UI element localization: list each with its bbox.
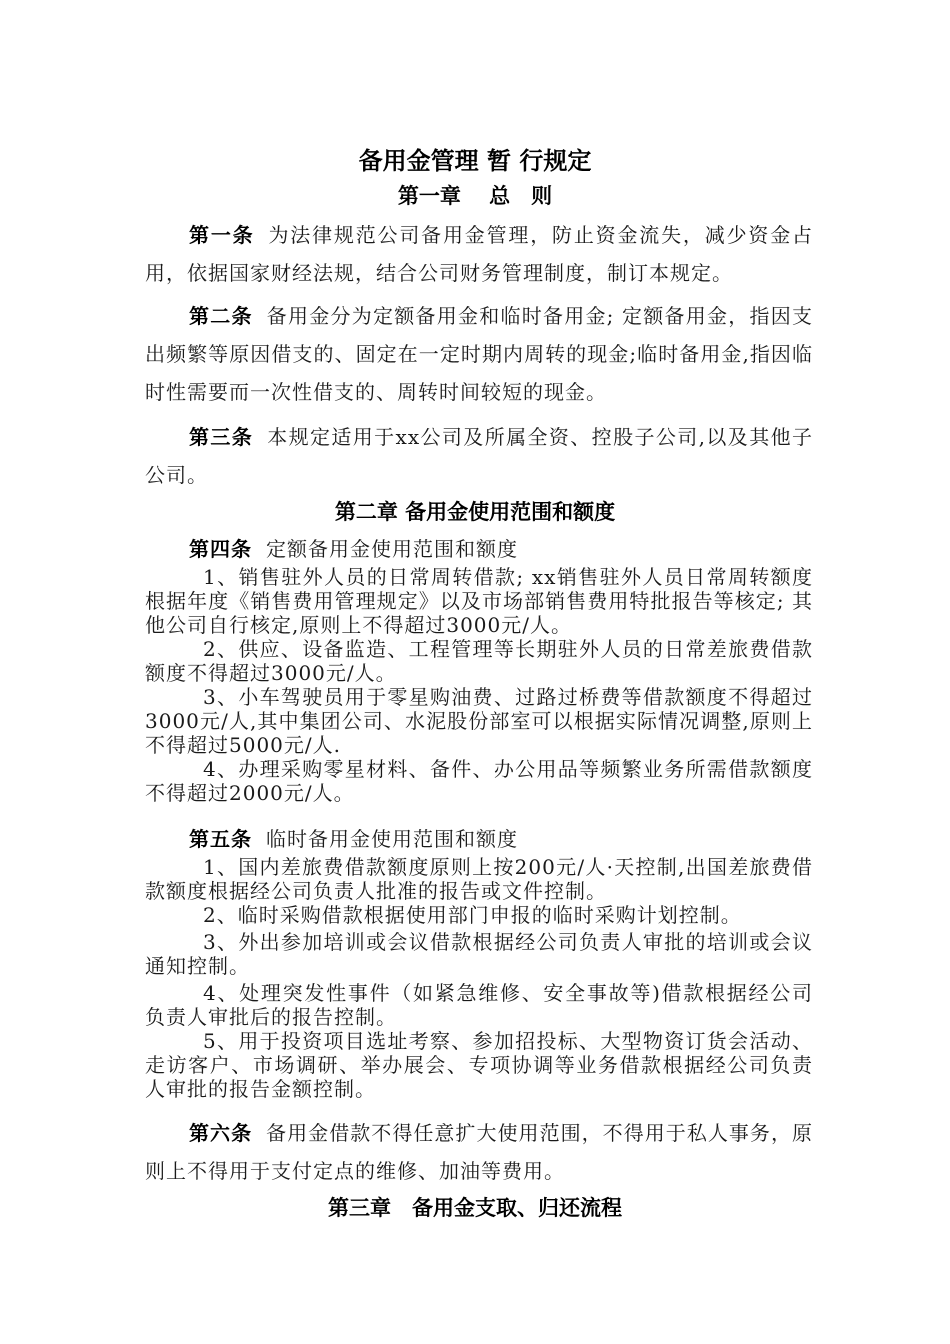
article-4-heading bbox=[145, 537, 813, 561]
chapter-2-heading: 第二章 备用金使用范围和额度 bbox=[334, 500, 616, 524]
article-2-text: 备用金分为定额备用金和临时备用金; 定额备用金，指因支出频繁等原因借支的、固定在一定时期内周转的现金;临时备用金,指因临时性需要而一次性借支的、周转时间较短的现金。 bbox=[145, 304, 813, 404]
article-5-heading bbox=[145, 827, 813, 851]
article-4-title: 定额备用金使用范围和额度 bbox=[266, 537, 518, 561]
chapter-3-heading: 第三章 备用金支取、归还流程 bbox=[328, 1196, 622, 1220]
article-1 bbox=[145, 216, 813, 292]
article-3 bbox=[145, 418, 813, 494]
article-1-label: 第一条 bbox=[189, 223, 255, 247]
article-5-item: 1、国内差旅费借款额度原则上按200元/人·天控制,出国差旅费借款额度根据经公司负责人批准的报告或文件控制。 bbox=[145, 855, 813, 903]
article-1-text: 为法律规范公司备用金管理，防止资金流失，减少资金占用，依据国家财经法规，结合公司财务管理制度，制订本规定。 bbox=[145, 223, 814, 285]
article-4-label: 第四条 bbox=[189, 537, 252, 561]
article-5-title: 临时备用金使用范围和额度 bbox=[266, 827, 518, 851]
article-2-label: 第二条 bbox=[189, 304, 253, 328]
article-5-item: 4、处理突发性事件（如紧急维修、安全事故等)借款根据经公司负责人审批后的报告控制。 bbox=[145, 981, 813, 1029]
document-title: 备用金管理 暂 行规定 bbox=[358, 147, 592, 175]
article-3-text: 本规定适用于xx公司及所属全资、控股子公司,以及其他子公司。 bbox=[145, 425, 813, 487]
article-2 bbox=[145, 297, 813, 411]
chapter-1-heading: 第一章 总 则 bbox=[397, 184, 553, 208]
article-6 bbox=[145, 1114, 813, 1190]
article-4-item: 1、销售驻外人员的日常周转借款; xx销售驻外人员日常周转额度根据年度《销售费用管理规定》以及市场部销售费用特批报告等核定; 其他公司自行核定,原则上不得超过3000元/人。 bbox=[145, 565, 813, 637]
article-4-item: 3、小车驾驶员用于零星购油费、过路过桥费等借款额度不得超过3000元/人,其中集团公司、水泥股份部室可以根据实际情况调整,原则上不得超过5000元/人. bbox=[145, 685, 813, 757]
article-4-item: 2、供应、设备监造、工程管理等长期驻外人员的日常差旅费借款额度不得超过3000元/人。 bbox=[145, 637, 813, 685]
article-6-text: 备用金借款不得任意扩大使用范围，不得用于私人事务，原则上不得用于支付定点的维修、加油等费用。 bbox=[145, 1121, 814, 1183]
article-5-item: 5、用于投资项目选址考察、参加招投标、大型物资订货会活动、走访客户、市场调研、举办展会、专项协调等业务借款根据经公司负责人审批的报告金额控制。 bbox=[145, 1029, 813, 1101]
article-5-item: 2、临时采购借款根据使用部门申报的临时采购计划控制。 bbox=[203, 903, 742, 927]
article-4-item: 4、办理采购零星材料、备件、办公用品等频繁业务所需借款额度不得超过2000元/人。 bbox=[145, 757, 813, 805]
article-5-label: 第五条 bbox=[189, 827, 252, 851]
article-5-item: 3、外出参加培训或会议借款根据经公司负责人审批的培训或会议通知控制。 bbox=[145, 930, 813, 978]
article-6-label: 第六条 bbox=[189, 1121, 253, 1145]
article-3-label: 第三条 bbox=[189, 425, 254, 449]
